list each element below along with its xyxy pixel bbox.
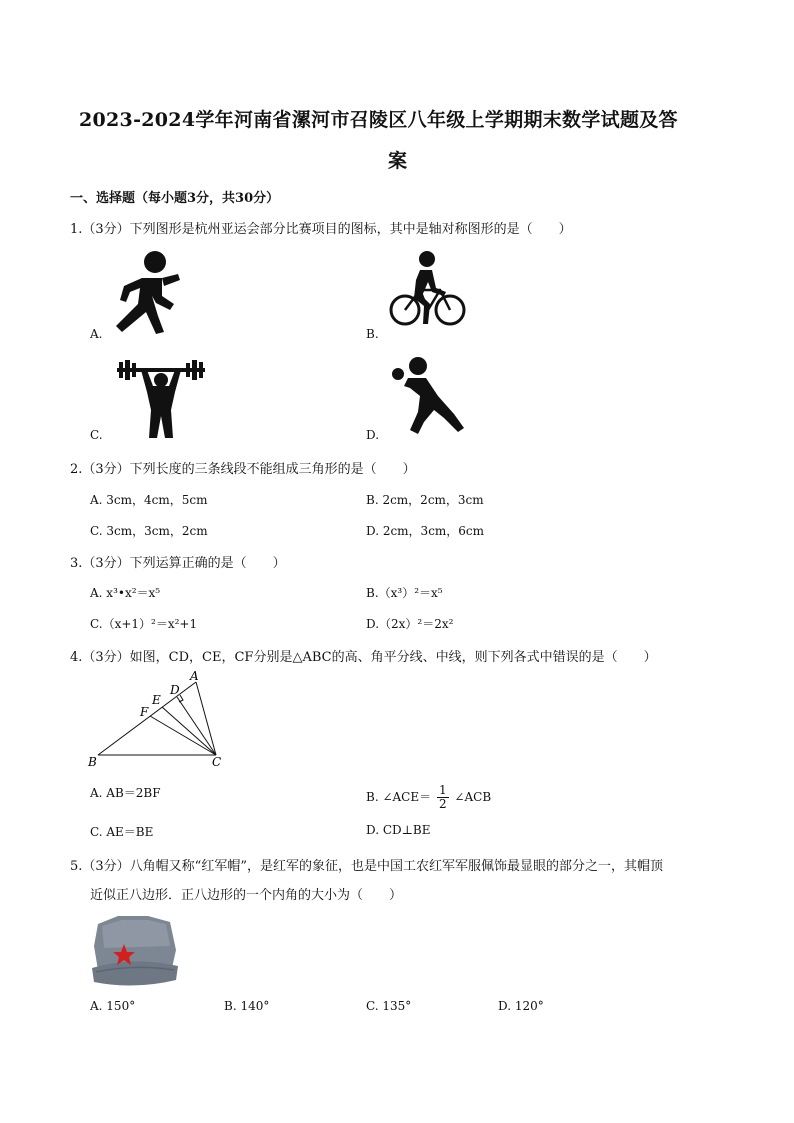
question-4-stem: 4.（3分）如图，CD，CE，CF分别是△ABC的高、角平分线、中线，则下列各式中错误的是（ ） <box>70 650 657 665</box>
point-a-label: A <box>190 670 199 683</box>
weightlifting-icon <box>115 360 207 440</box>
fraction-numerator: 1 <box>438 783 447 797</box>
point-b-label: B <box>88 755 97 769</box>
cycling-icon <box>388 250 468 330</box>
q3-option-d: D.（2x）²＝2x² <box>366 617 454 631</box>
q4-option-b-tail: ∠ACB <box>454 790 492 804</box>
q5-option-c: C. 135° <box>366 999 412 1013</box>
running-icon <box>112 248 184 336</box>
q1-label-b: B. <box>366 327 379 341</box>
q4-option-b <box>366 784 491 811</box>
section-heading: 一、选择题（每小题3分，共30分） <box>70 191 280 206</box>
point-d-label: D <box>170 683 180 697</box>
q5-option-b: B. 140° <box>224 999 270 1013</box>
q3-option-c: C.（x+1）²＝x²+1 <box>90 617 198 631</box>
q4-option-b-text: B. ∠ACE＝ <box>366 790 432 804</box>
triangle-figure <box>86 670 236 770</box>
question-1-stem: 1.（3分）下列图形是杭州亚运会部分比赛项目的图标，其中是轴对称图形的是（ ） <box>70 222 572 237</box>
fraction-one-half <box>437 784 449 811</box>
q1-label-a: A. <box>90 327 103 341</box>
point-f-label: F <box>140 705 149 719</box>
q5-option-a: A. 150° <box>90 999 136 1013</box>
q1-label-c: C. <box>90 428 103 442</box>
page-title-line2: 案 <box>388 150 408 172</box>
q1-label-d: D. <box>366 428 380 442</box>
q4-option-a: A. AB＝2BF <box>90 786 161 800</box>
q3-option-a: A. x³•x²＝x⁵ <box>90 586 161 600</box>
q4-option-d: D. CD⊥BE <box>366 823 431 837</box>
page-title-line1: 2023-2024学年河南省漯河市召陵区八年级上学期期末数学试题及答 <box>79 109 678 131</box>
q2-option-c: C. 3cm，3cm，2cm <box>90 524 208 538</box>
q2-option-a: A. 3cm，4cm，5cm <box>90 493 208 507</box>
q4-option-c: C. AE＝BE <box>90 825 154 839</box>
q2-option-b: B. 2cm，2cm，3cm <box>366 493 484 507</box>
question-5-stem-line1: 5.（3分）八角帽又称“红军帽”，是红军的象征，也是中国工农红军军服佩饰最显眼的部分之一，其帽顶 <box>70 859 663 874</box>
q5-option-d: D. 120° <box>498 999 544 1013</box>
question-2-stem: 2.（3分）下列长度的三条线段不能组成三角形的是（ ） <box>70 462 416 477</box>
red-army-cap-image <box>88 910 180 990</box>
volleyball-icon <box>388 356 468 436</box>
point-c-label: C <box>212 755 222 769</box>
question-3-stem: 3.（3分）下列运算正确的是（ ） <box>70 556 286 571</box>
question-5-stem-line2: 近似正八边形．正八边形的一个内角的大小为（ ） <box>90 888 403 903</box>
q3-option-b: B.（x³）²＝x⁵ <box>366 586 443 600</box>
point-e-label: E <box>152 693 161 707</box>
q2-option-d: D. 2cm，3cm，6cm <box>366 524 485 538</box>
fraction-denominator: 2 <box>438 797 447 811</box>
